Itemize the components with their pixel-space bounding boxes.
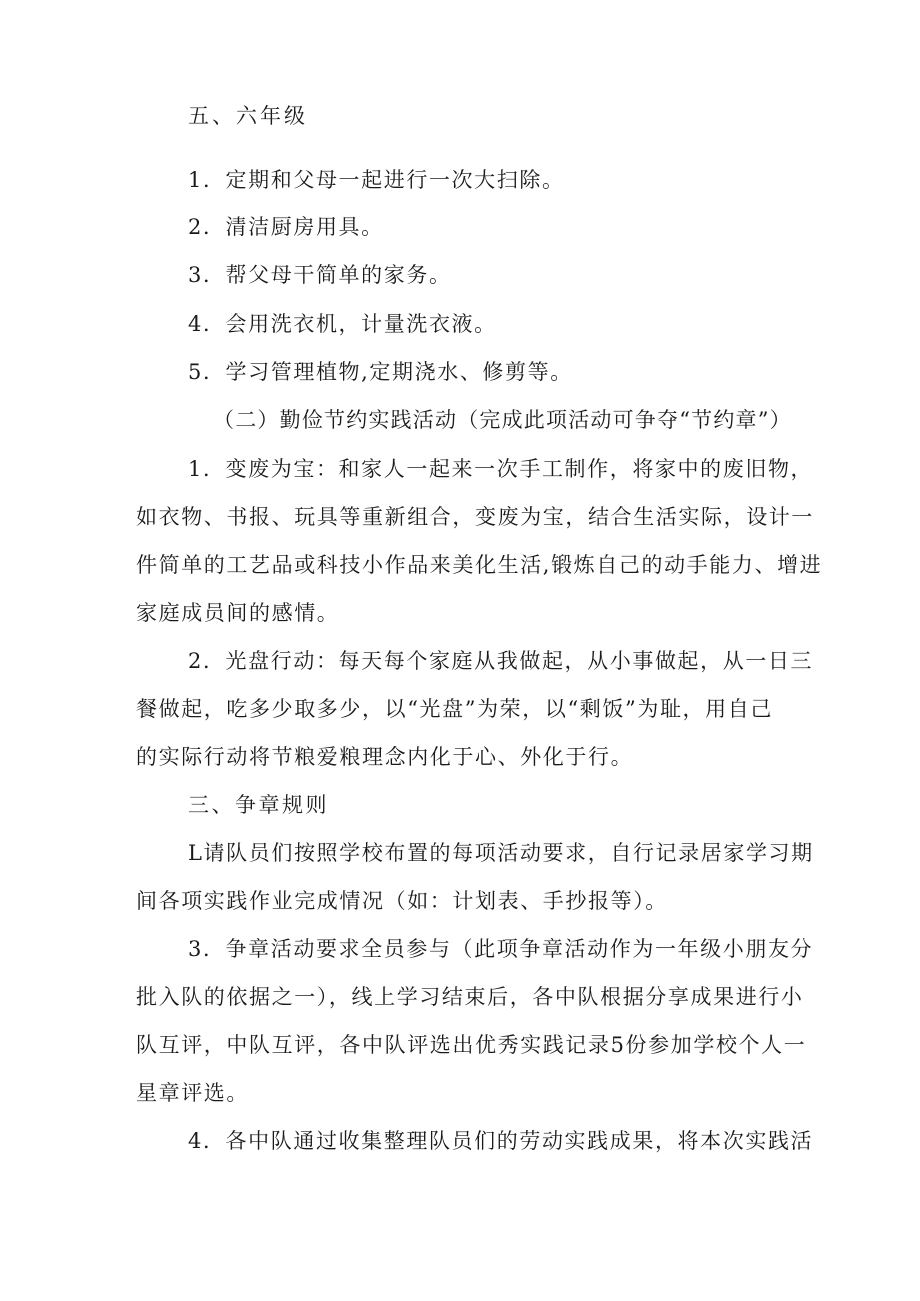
paragraph-line: 星章评选。: [136, 1081, 249, 1105]
paragraph-line: 1．变废为宝：和家人一起来一次手工制作，将家中的废旧物，: [188, 457, 814, 481]
paragraph-line: 批入队的依据之一），线上学习结束后，各中队根据分享成果进行小: [136, 985, 804, 1009]
list-item-3: 3．帮父母干简单的家务。: [188, 263, 452, 287]
list-item-1: 1．定期和父母一起进行一次大扫除。: [188, 168, 565, 192]
paragraph-line: L请队员们按照学校布置的每项活动要求，自行记录居家学习期: [188, 841, 814, 865]
section-heading-badge-rules: 三、争章规则: [188, 793, 329, 817]
paragraph-line: 家庭成员间的感情。: [136, 601, 340, 625]
paragraph-line: 的实际行动将节粮爱粮理念内化于心、外化于行。: [136, 745, 634, 769]
paragraph-line: 件简单的工艺品或科技小作品来美化生活,锻炼自己的动手能力、增进: [136, 553, 823, 577]
list-item-2: 2．清洁厨房用具。: [188, 215, 384, 239]
paragraph-line: 3．争章活动要求全员参与（此项争章活动作为一年级小朋友分: [188, 937, 814, 961]
paragraph-line: 4．各中队通过收集整理队员们的劳动实践成果，将本次实践活: [188, 1129, 814, 1153]
section-heading-grade-5-6: 五、六年级: [188, 104, 308, 128]
paragraph-line: 餐做起，吃多少取多少，以“光盘”为荣，以“剩饭”为耻，用自己: [136, 697, 773, 721]
list-item-5: 5．学习管理植物,定期浇水、修剪等。: [188, 360, 573, 384]
paragraph-line: 间各项实践作业完成情况（如：计划表、手抄报等）。: [136, 889, 668, 913]
section-heading-thrift-activity: （二）勤俭节约实践活动（完成此项活动可争夺“节约章”）: [213, 408, 792, 432]
list-item-4: 4．会用洗衣机，计量洗衣液。: [188, 312, 497, 336]
paragraph-line: 如衣物、书报、玩具等重新组合，变废为宝，结合生活实际，设计一: [136, 505, 814, 529]
paragraph-line: 2．光盘行动：每天每个家庭从我做起，从小事做起，从一日三: [188, 649, 814, 673]
paragraph-line: 队互评，中队互评，各中队评选出优秀实践记录5份参加学校个人一: [136, 1033, 807, 1057]
